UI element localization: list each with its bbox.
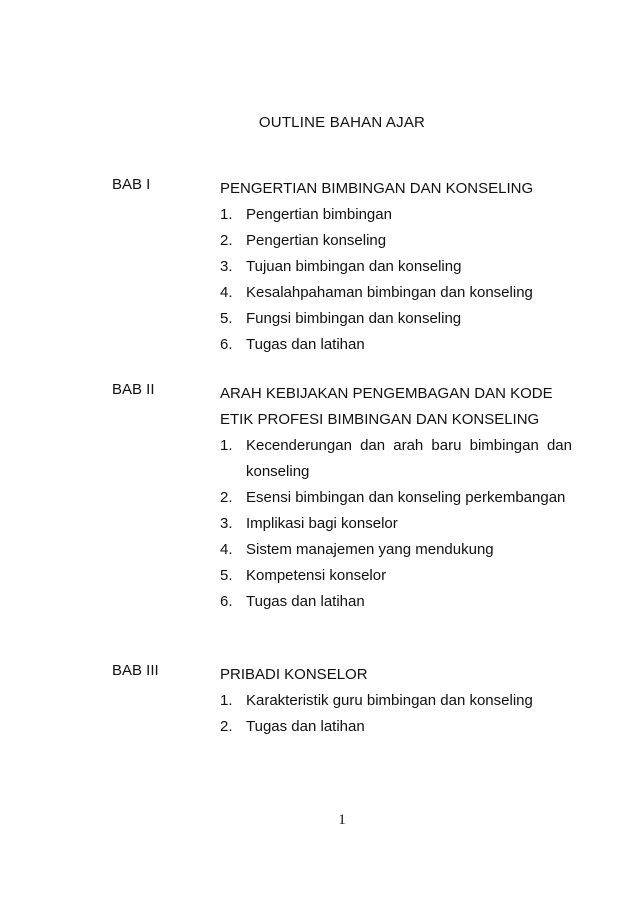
item-text: Tugas dan latihan — [246, 718, 365, 735]
chapter-item-list — [220, 688, 572, 740]
chapter-label: BAB I — [112, 176, 151, 193]
item-number: 1. — [220, 692, 233, 709]
item-text: Tugas dan latihan — [246, 593, 365, 610]
chapter-item-list — [220, 433, 572, 615]
item-text: Fungsi bimbingan dan konseling — [246, 310, 462, 327]
chapter-body — [220, 381, 572, 615]
item-text: Karakteristik guru bimbingan dan konseling — [246, 692, 533, 709]
item-number: 2. — [220, 489, 233, 506]
item-text: Kompetensi konselor — [246, 567, 387, 584]
list-item — [220, 228, 572, 254]
list-item — [220, 433, 572, 485]
item-text: Implikasi bagi konselor — [246, 515, 398, 532]
document-title: OUTLINE BAHAN AJAR — [258, 114, 426, 131]
list-item — [220, 563, 572, 589]
item-number: 6. — [220, 593, 233, 610]
chapter-label: BAB III — [112, 662, 159, 679]
item-text: Tugas dan latihan — [246, 336, 365, 353]
list-item — [220, 589, 572, 615]
chapter-title: PENGERTIAN BIMBINGAN DAN KONSELING — [220, 180, 534, 197]
chapter-item-list — [220, 202, 572, 358]
list-item — [220, 485, 572, 511]
list-item — [220, 511, 572, 537]
item-text: Kecenderungan dan arah baru bimbingan dan konseling — [246, 437, 572, 480]
item-number: 5. — [220, 567, 233, 584]
list-item — [220, 688, 572, 714]
item-text: Esensi bimbingan dan konseling perkembangan — [246, 489, 566, 506]
chapter-body — [220, 176, 572, 358]
page-number: 1 — [338, 812, 346, 828]
item-number: 1. — [220, 206, 233, 223]
item-text: Sistem manajemen yang mendukung — [246, 541, 494, 558]
item-number: 4. — [220, 541, 233, 558]
item-number: 1. — [220, 437, 233, 454]
list-item — [220, 254, 572, 280]
list-item — [220, 714, 572, 740]
item-text: Kesalahpahaman bimbingan dan konseling — [246, 284, 533, 301]
item-number: 2. — [220, 718, 233, 735]
chapter-title: PRIBADI KONSELOR — [220, 666, 368, 683]
list-item — [220, 537, 572, 563]
item-number: 5. — [220, 310, 233, 327]
chapter-title: ARAH KEBIJAKAN PENGEMBAGAN DAN KODE ETIK PROFESI BIMBINGAN DAN KONSELING — [220, 385, 553, 428]
chapter-label: BAB II — [112, 381, 155, 398]
item-number: 3. — [220, 515, 233, 532]
item-number: 3. — [220, 258, 233, 275]
chapter-body — [220, 662, 572, 740]
item-text: Pengertian bimbingan — [246, 206, 392, 223]
item-number: 4. — [220, 284, 233, 301]
item-number: 2. — [220, 232, 233, 249]
item-text: Pengertian konseling — [246, 232, 387, 249]
list-item — [220, 306, 572, 332]
list-item — [220, 280, 572, 306]
item-text: Tujuan bimbingan dan konseling — [246, 258, 462, 275]
item-number: 6. — [220, 336, 233, 353]
list-item — [220, 332, 572, 358]
list-item — [220, 202, 572, 228]
